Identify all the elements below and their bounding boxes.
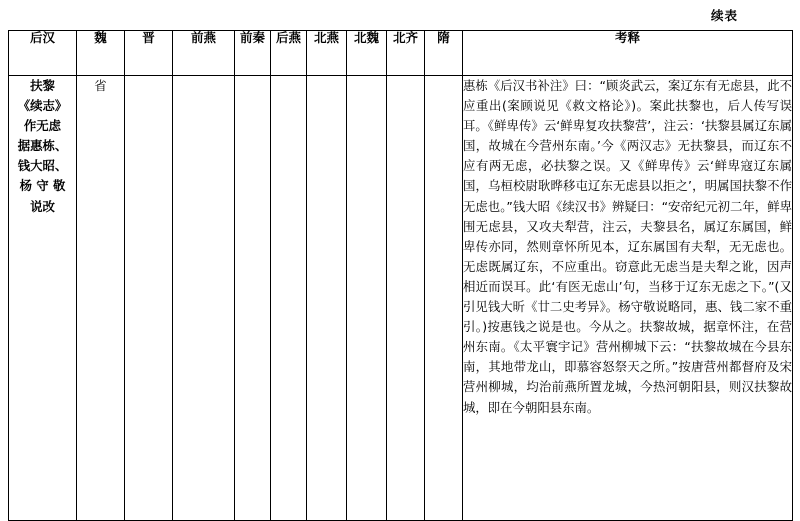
continuation-label: 续表 (710, 8, 738, 23)
table-header-row (9, 31, 793, 76)
col-header-sui: 隋 (425, 31, 463, 76)
cell-houhan-line-3: 作无虑 (23, 118, 62, 134)
cell-qianqin (235, 76, 271, 521)
col-header-qianqin (235, 31, 271, 76)
cell-houyan (271, 76, 307, 521)
col-header-beiyan-ch1: 北燕 (313, 30, 339, 45)
col-header-kaoshi: 考释 (463, 31, 793, 76)
cell-sui (425, 76, 463, 521)
col-header-beiwei (347, 31, 387, 76)
col-header-houyan (271, 31, 307, 76)
cell-beiwei (347, 76, 387, 521)
col-header-beiwei-ch1: 北魏 (353, 30, 379, 45)
cell-beiqi (387, 76, 425, 521)
cell-qianyan (173, 76, 235, 521)
cell-wei: 省 (77, 76, 125, 521)
col-header-houhan: 后汉 (9, 31, 77, 76)
cell-houhan-line-7: 说改 (30, 198, 55, 214)
cell-jin (125, 76, 173, 521)
historical-geography-table (8, 30, 793, 521)
cell-houhan-line-1: 扶黎 (30, 78, 55, 93)
col-header-houyan-ch1: 后燕 (275, 30, 301, 45)
table-row (9, 76, 793, 521)
col-header-beiqi (387, 31, 425, 76)
col-header-qianyan: 前燕 (173, 31, 235, 76)
cell-houhan-line-6: 杨 守 敬 (19, 178, 66, 194)
cell-houhan-line-4: 据惠栋、 (17, 138, 68, 154)
cell-houhan (9, 76, 77, 521)
col-header-wei: 魏 (77, 31, 125, 76)
col-header-qianqin-ch1: 前秦 (239, 30, 265, 45)
col-header-beiyan (307, 31, 347, 76)
cell-houhan-line-5: 钱大昭、 (17, 158, 68, 174)
kaoshi-text: 惠栋《后汉书补注》曰：“顾炎武云，案辽东有无虑县，此不应重出(案顾说见《救文格论》)。案此扶黎也，后人传写误耳。《鲜卑传》云‘鲜卑复攻扶黎营’，注云：‘扶黎县属辽东属国，故城在今营州东南。’今《两汉志》无扶黎县，而辽东不应有两无虑，必扶黎之误。又《鲜卑传》云‘鲜卑寇辽东属国，乌桓校尉耿晔移屯辽东无虑县以拒之’，明属国扶黎不作无虑也。”钱大昭《续汉书》辨疑曰：“安帝纪元初二年，鲜卑围无虑县，又攻夫犁营，注云，夫黎县名，属辽东属国，鲜卑传亦同，然则章怀所见本，辽东属国有夫犁，无无虑也。无虑既属辽东，不应重出。窃意此无虑当是夫犁之讹，因声相近而误耳。此‘有医无虑山’句，当移于辽东无虑之下。”(又引见钱大昕《廿二史考异》。杨守敬说略同，惠、钱二家不重引。)按惠钱之说是也。今从之。扶黎故城，据章怀注，在营州东南。《太平寰宇记》营州柳城下云：“扶黎故城在今县东南，其地带龙山，即慕容怒祭天之所。”按唐营州都督府及宋营州柳城，均治前燕所置龙城，今热河朝阳县，则汉扶黎故城，即在今朝阳县东南。 (463, 78, 792, 415)
col-header-jin: 晋 (125, 31, 173, 76)
col-header-beiqi-ch1: 北齐 (392, 30, 418, 45)
cell-houhan-line-2: 《续志》 (17, 98, 68, 114)
cell-beiyan (307, 76, 347, 521)
cell-kaoshi (463, 76, 793, 521)
